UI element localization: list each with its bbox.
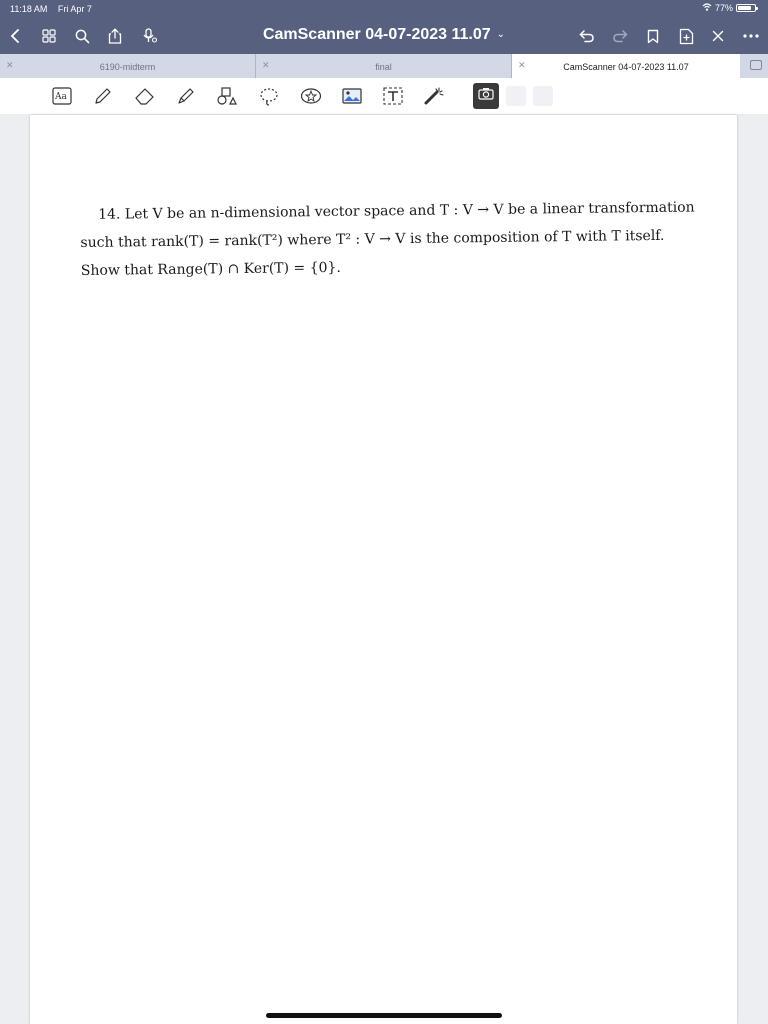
status-right bbox=[702, 3, 756, 13]
lasso-ocr-icon[interactable] bbox=[51, 86, 73, 106]
image-icon[interactable] bbox=[341, 86, 363, 106]
problem-line-3: Show that Range(T) ∩ Ker(T) = {0}. bbox=[80, 259, 341, 279]
redo-icon[interactable] bbox=[609, 25, 631, 47]
annotation-toolbar bbox=[0, 78, 768, 114]
eraser-icon[interactable] bbox=[134, 86, 156, 106]
title-bar bbox=[0, 0, 768, 54]
document-page bbox=[30, 115, 737, 1024]
wifi-icon bbox=[702, 3, 712, 13]
problem-text bbox=[80, 193, 701, 285]
lasso-icon[interactable] bbox=[258, 86, 280, 106]
status-time bbox=[10, 4, 92, 14]
camera-icon bbox=[478, 87, 494, 105]
tab-6190-midterm[interactable] bbox=[0, 54, 256, 78]
pen-icon[interactable] bbox=[92, 86, 114, 106]
svg-text:Aa: Aa bbox=[55, 92, 67, 102]
tab-close-icon[interactable]: ✕ bbox=[518, 60, 526, 70]
pages-toggle-button[interactable] bbox=[506, 86, 526, 106]
laser-pointer-icon[interactable] bbox=[423, 86, 445, 106]
title-chevron-icon: ⌄ bbox=[496, 29, 506, 40]
new-tab-icon[interactable] bbox=[750, 60, 762, 70]
bookmark-icon[interactable] bbox=[642, 25, 664, 47]
camera-button[interactable] bbox=[473, 83, 499, 109]
battery-icon bbox=[736, 4, 756, 12]
undo-icon[interactable] bbox=[576, 25, 598, 47]
tab-close-icon[interactable]: ✕ bbox=[262, 60, 270, 70]
add-page-icon[interactable] bbox=[675, 25, 697, 47]
outline-toggle-button[interactable] bbox=[533, 86, 553, 106]
tab-label: final bbox=[375, 62, 392, 72]
text-icon[interactable] bbox=[382, 86, 404, 106]
status-date: Fri Apr 7 bbox=[57, 4, 92, 14]
close-icon[interactable] bbox=[707, 25, 729, 47]
more-options-icon[interactable] bbox=[740, 25, 762, 47]
status-bar bbox=[0, 0, 768, 18]
status-clock: 11:18 AM bbox=[10, 4, 48, 14]
tab-bar bbox=[0, 54, 768, 78]
tab-final[interactable] bbox=[256, 54, 512, 78]
battery-percent: 77% bbox=[714, 3, 733, 13]
problem-line-1: 14. Let V be an n-dimensional vector space and T : V → V be a linear transformation bbox=[98, 199, 695, 223]
shapes-icon[interactable] bbox=[216, 86, 238, 106]
tab-label: CamScanner 04-07-2023 11.07 bbox=[563, 62, 689, 72]
sticker-icon[interactable] bbox=[300, 86, 322, 106]
home-indicator[interactable] bbox=[266, 1013, 502, 1018]
tab-label: 6190-midterm bbox=[99, 62, 156, 72]
tab-camscanner[interactable] bbox=[512, 54, 740, 78]
problem-line-2: such that rank(T) = rank(T²) where T² : V → V is the composition of T with T itself. bbox=[80, 227, 665, 251]
document-title-text: CamScanner 04-07-2023 11.07 bbox=[262, 26, 491, 43]
highlighter-icon[interactable] bbox=[175, 86, 197, 106]
tab-close-icon[interactable]: ✕ bbox=[6, 60, 14, 70]
